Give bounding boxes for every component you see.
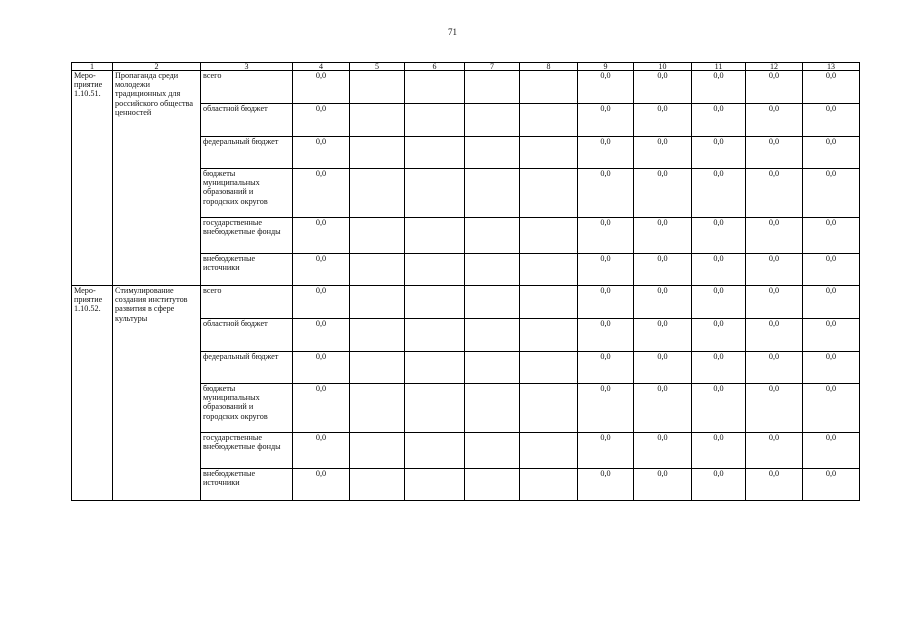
amount-cell: 0,0	[293, 319, 350, 352]
amount-cell: 0,0	[634, 384, 692, 433]
amount-cell: 0,0	[803, 169, 860, 218]
budget-table	[71, 62, 860, 501]
column-header: 9	[578, 63, 634, 71]
empty-cell	[405, 469, 465, 501]
empty-cell	[520, 254, 578, 286]
empty-cell	[520, 469, 578, 501]
empty-cell	[405, 286, 465, 319]
amount-cell: 0,0	[746, 384, 803, 433]
amount-cell: 0,0	[293, 104, 350, 137]
empty-cell	[405, 352, 465, 384]
empty-cell	[350, 352, 405, 384]
funding-source-cell: бюджеты муниципальных образований и городских округов	[201, 384, 293, 433]
amount-cell: 0,0	[803, 254, 860, 286]
amount-cell: 0,0	[803, 286, 860, 319]
amount-cell: 0,0	[803, 352, 860, 384]
amount-cell: 0,0	[634, 71, 692, 104]
activity-name-cell: Пропаганда среди молодежи традиционных для российского общества ценностей	[113, 71, 201, 286]
empty-cell	[520, 286, 578, 319]
amount-cell: 0,0	[578, 169, 634, 218]
amount-cell: 0,0	[578, 352, 634, 384]
amount-cell: 0,0	[293, 137, 350, 169]
amount-cell: 0,0	[692, 286, 746, 319]
funding-source-cell: внебюджетные источники	[201, 469, 293, 501]
funding-source-cell: областной бюджет	[201, 104, 293, 137]
amount-cell: 0,0	[803, 218, 860, 254]
activity-id-cell	[72, 71, 113, 286]
amount-cell: 0,0	[634, 137, 692, 169]
column-header: 13	[803, 63, 860, 71]
amount-cell: 0,0	[578, 286, 634, 319]
empty-cell	[520, 319, 578, 352]
amount-cell: 0,0	[578, 319, 634, 352]
amount-cell: 0,0	[692, 469, 746, 501]
empty-cell	[465, 254, 520, 286]
column-header: 5	[350, 63, 405, 71]
amount-cell: 0,0	[634, 433, 692, 469]
amount-cell: 0,0	[746, 319, 803, 352]
amount-cell: 0,0	[746, 137, 803, 169]
empty-cell	[465, 218, 520, 254]
amount-cell: 0,0	[578, 137, 634, 169]
empty-cell	[465, 469, 520, 501]
activity-id-line: Меро-	[74, 286, 96, 295]
table-body	[72, 71, 860, 501]
column-header: 6	[405, 63, 465, 71]
empty-cell	[465, 433, 520, 469]
empty-cell	[350, 169, 405, 218]
amount-cell: 0,0	[692, 137, 746, 169]
amount-cell: 0,0	[634, 169, 692, 218]
empty-cell	[465, 384, 520, 433]
amount-cell: 0,0	[634, 286, 692, 319]
amount-cell: 0,0	[634, 218, 692, 254]
empty-cell	[465, 71, 520, 104]
amount-cell: 0,0	[634, 319, 692, 352]
amount-cell: 0,0	[803, 433, 860, 469]
amount-cell: 0,0	[293, 433, 350, 469]
empty-cell	[465, 169, 520, 218]
empty-cell	[350, 319, 405, 352]
column-header: 8	[520, 63, 578, 71]
amount-cell: 0,0	[578, 254, 634, 286]
amount-cell: 0,0	[692, 71, 746, 104]
amount-cell: 0,0	[692, 433, 746, 469]
empty-cell	[405, 71, 465, 104]
activity-id-line: Меро-	[74, 71, 96, 80]
amount-cell: 0,0	[803, 104, 860, 137]
empty-cell	[520, 137, 578, 169]
amount-cell: 0,0	[803, 319, 860, 352]
activity-name-cell: Стимулирование создания институтов развития в сфере культуры	[113, 286, 201, 501]
column-header: 4	[293, 63, 350, 71]
empty-cell	[465, 319, 520, 352]
empty-cell	[405, 384, 465, 433]
funding-source-cell: областной бюджет	[201, 319, 293, 352]
empty-cell	[350, 218, 405, 254]
empty-cell	[405, 433, 465, 469]
amount-cell: 0,0	[803, 469, 860, 501]
empty-cell	[520, 218, 578, 254]
empty-cell	[350, 71, 405, 104]
amount-cell: 0,0	[634, 469, 692, 501]
amount-cell: 0,0	[692, 254, 746, 286]
empty-cell	[405, 254, 465, 286]
page-number: 71	[448, 27, 457, 37]
empty-cell	[465, 352, 520, 384]
amount-cell: 0,0	[692, 169, 746, 218]
empty-cell	[465, 286, 520, 319]
amount-cell: 0,0	[293, 469, 350, 501]
empty-cell	[350, 137, 405, 169]
column-header: 1	[72, 63, 113, 71]
amount-cell: 0,0	[293, 254, 350, 286]
amount-cell: 0,0	[578, 469, 634, 501]
activity-id-line: 1.10.52.	[74, 304, 101, 314]
amount-cell: 0,0	[746, 71, 803, 104]
amount-cell: 0,0	[803, 137, 860, 169]
funding-source-cell: государственные внебюджетные фонды	[201, 433, 293, 469]
empty-cell	[405, 319, 465, 352]
amount-cell: 0,0	[692, 218, 746, 254]
empty-cell	[350, 384, 405, 433]
empty-cell	[350, 433, 405, 469]
amount-cell: 0,0	[578, 384, 634, 433]
funding-source-cell: всего	[201, 71, 293, 104]
table-row	[72, 71, 860, 104]
activity-id-line: приятие	[74, 80, 103, 90]
empty-cell	[465, 104, 520, 137]
amount-cell: 0,0	[634, 104, 692, 137]
empty-cell	[405, 104, 465, 137]
empty-cell	[520, 169, 578, 218]
amount-cell: 0,0	[746, 469, 803, 501]
amount-cell: 0,0	[293, 169, 350, 218]
amount-cell: 0,0	[578, 433, 634, 469]
funding-source-cell: федеральный бюджет	[201, 137, 293, 169]
empty-cell	[520, 384, 578, 433]
amount-cell: 0,0	[746, 218, 803, 254]
column-header: 7	[465, 63, 520, 71]
activity-id-line: 1.10.51.	[74, 89, 101, 99]
column-header: 2	[113, 63, 201, 71]
column-header: 11	[692, 63, 746, 71]
amount-cell: 0,0	[746, 352, 803, 384]
amount-cell: 0,0	[578, 104, 634, 137]
funding-source-cell: бюджеты муниципальных образований и городских округов	[201, 169, 293, 218]
empty-cell	[350, 104, 405, 137]
empty-cell	[520, 71, 578, 104]
empty-cell	[520, 104, 578, 137]
empty-cell	[405, 169, 465, 218]
empty-cell	[520, 433, 578, 469]
funding-source-cell: внебюджетные источники	[201, 254, 293, 286]
amount-cell: 0,0	[746, 433, 803, 469]
empty-cell	[520, 352, 578, 384]
amount-cell: 0,0	[578, 71, 634, 104]
amount-cell: 0,0	[293, 71, 350, 104]
activity-id-line: приятие	[74, 295, 103, 305]
empty-cell	[350, 469, 405, 501]
column-header: 10	[634, 63, 692, 71]
amount-cell: 0,0	[692, 104, 746, 137]
amount-cell: 0,0	[634, 254, 692, 286]
table-row	[72, 286, 860, 319]
column-number-row	[72, 63, 860, 71]
amount-cell: 0,0	[803, 384, 860, 433]
empty-cell	[405, 137, 465, 169]
amount-cell: 0,0	[692, 384, 746, 433]
amount-cell: 0,0	[634, 352, 692, 384]
funding-source-cell: федеральный бюджет	[201, 352, 293, 384]
amount-cell: 0,0	[293, 384, 350, 433]
column-header: 12	[746, 63, 803, 71]
amount-cell: 0,0	[746, 254, 803, 286]
column-header: 3	[201, 63, 293, 71]
empty-cell	[465, 137, 520, 169]
amount-cell: 0,0	[746, 169, 803, 218]
activity-id-cell	[72, 286, 113, 501]
amount-cell: 0,0	[692, 352, 746, 384]
empty-cell	[405, 218, 465, 254]
empty-cell	[350, 286, 405, 319]
amount-cell: 0,0	[746, 286, 803, 319]
funding-source-cell: всего	[201, 286, 293, 319]
amount-cell: 0,0	[293, 352, 350, 384]
amount-cell: 0,0	[746, 104, 803, 137]
amount-cell: 0,0	[692, 319, 746, 352]
amount-cell: 0,0	[578, 218, 634, 254]
amount-cell: 0,0	[803, 71, 860, 104]
amount-cell: 0,0	[293, 218, 350, 254]
amount-cell: 0,0	[293, 286, 350, 319]
empty-cell	[350, 254, 405, 286]
funding-source-cell: государственные внебюджетные фонды	[201, 218, 293, 254]
